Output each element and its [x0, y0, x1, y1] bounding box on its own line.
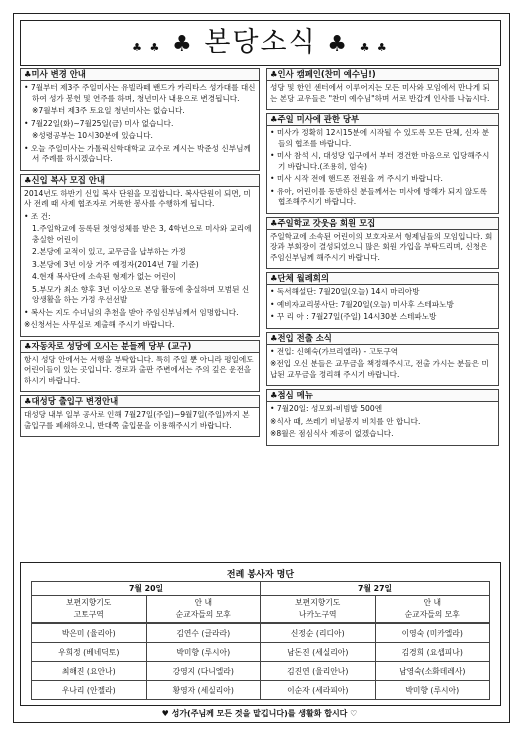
- roster-header-cell: [146, 596, 261, 623]
- notice-line: 3.본당에 3년 이상 거주 예정자(2014년 7월 기준): [32, 259, 199, 269]
- notice-section: [20, 68, 260, 171]
- notice-line: 성당 및 한인 센터에서 이루어지는 모든 미사와 모임에서 만나게 되는 본당 교우들은 "찬미 예수님"하며 서로 반갑게 인사를 나눕시다.: [270, 83, 490, 103]
- right-column: [266, 68, 499, 449]
- notice-line: • 독서해설단: 7월20일(오늘) 14시 마리아방: [270, 287, 420, 296]
- notice-line: • 복사는 지도 수녀님의 추천을 받아 주임신부님께서 임명합니다.: [24, 307, 239, 317]
- notice-line: 2014년도 하반기 신입 복사 단원을 모집합니다. 복사단원이 되면, 미사 전례 때 사제 협조자로 거룩한 봉사를 수행하게 됩니다.: [24, 188, 251, 208]
- club-icon: ♣: [172, 32, 194, 57]
- roster-header-cell: [261, 596, 376, 623]
- roster-header-text: 순교자들의 모후: [175, 610, 231, 619]
- notice-section: [20, 395, 260, 437]
- notice-line: • 7월부터 제3주 주일미사는 유빌라떼 밴드가 카리타스 성가대를 대신하여 성가 봉헌 및 연주를 하며, 청년미사 내용으로 변경됩니다.: [24, 83, 256, 103]
- notice-section: [20, 174, 260, 337]
- notice-line: ※전입 오신 분들은 교무금을 책정해주시고, 전출 가시는 분들은 미납된 교무금을 정리해 주시기 바랍니다.: [270, 359, 489, 379]
- section-heading: ♣단체 월례회의: [267, 273, 498, 285]
- section-heading: ♣미사 변경 안내: [21, 69, 259, 81]
- notice-line: ※식사 때, 쓰레기 비닐봉지 비치를 안 합니다.: [270, 416, 421, 426]
- notice-line: 4.현재 복사단에 소속된 형제가 없는 어린이: [32, 272, 177, 281]
- section-body: [21, 353, 259, 392]
- notice-line: • 예비자교리봉사단: 7월20일(오늘) 미사후 스테파노방: [270, 299, 454, 309]
- notice-line: 대성당 내부 일부 공사로 인해 7월27일(주일)~9월7일(주일)까지 본 출입구를 폐쇄하오니, 반대쪽 출입문을 이용해주시기 바랍니다.: [24, 410, 250, 430]
- roster-header-text: 보편지향기도: [295, 598, 341, 607]
- section-heading: ♣주일 미사에 관한 당부: [267, 114, 498, 126]
- section-heading: ♣점심 메뉴: [267, 390, 498, 402]
- notice-line: • 미사 참석 시, 대성당 입구에서 부터 경건한 마음으로 입당해주시기 바랍니다.(조용히, 엄숙): [270, 151, 490, 171]
- bulletin-title: [20, 20, 501, 66]
- notice-line: ※8월은 점심식사 제공이 없겠습니다.: [270, 429, 394, 438]
- footer-slogan: ♥ 성가(주님께 모든 것을 맡깁니다)를 생활화 합시다 ♡: [161, 709, 358, 718]
- notice-section: [266, 272, 499, 329]
- notice-line: 5.부모가 최소 향후 3년 이상으로 본당 활동에 충실하며 모범된 신앙생활을 하는 가정 우선선발: [32, 284, 250, 304]
- roster-cell: 황영자 (세실리아): [146, 681, 261, 700]
- roster-row: [32, 662, 490, 681]
- notice-line: • 유아, 어린이를 동반하신 분들께서는 미사에 방해가 되지 않도록 협조해주시기 바랍니다.: [270, 186, 487, 206]
- section-body: [267, 402, 498, 445]
- roster-header-text: 순교자들의 모후: [404, 610, 460, 619]
- roster-cell: 김진연 (율리안나): [261, 662, 376, 681]
- roster-cell: 남돈진 (세실리아): [261, 643, 376, 662]
- section-body: [267, 81, 498, 109]
- roster-date-right: 7월 27일: [261, 582, 490, 596]
- notice-line: 주일학교에 소속된 어린이의 보호자로서 형제님들의 모임입니다. 회장과 부회장이 결성되었으니 많은 회원 가입을 부탁드리며, 신청은 주임신부님께 해주시기 바랍니다.: [270, 231, 493, 262]
- roster-header-cell: [32, 596, 147, 623]
- section-body: [267, 345, 498, 386]
- roster-header-text: 고토구역: [73, 610, 104, 619]
- notice-line: ※7월부터 제3주 토요일 청년미사는 없습니다.: [32, 106, 185, 115]
- roster-header-cell: [375, 596, 490, 623]
- roster-cell: 김경희 (요셉피나): [375, 643, 490, 662]
- roster-cell: 최해진 (요안나): [32, 662, 147, 681]
- roster-header-row: [32, 596, 490, 623]
- section-body: [21, 81, 259, 170]
- left-column: [20, 68, 260, 440]
- notice-section: [20, 340, 260, 393]
- section-body: [267, 126, 498, 213]
- roster-cell: 이순자 (세라피아): [261, 681, 376, 700]
- roster-title: 전례 봉사자 명단: [226, 570, 295, 580]
- roster-row: [32, 681, 490, 700]
- notice-section: [266, 389, 499, 446]
- title-text: 본당소식: [204, 27, 317, 58]
- section-body: [267, 230, 498, 269]
- club-icon: ♣: [327, 32, 349, 57]
- section-body: [267, 285, 498, 328]
- roster-cell: 박미향 (루시아): [146, 643, 261, 662]
- notice-line: ※성령공부는 10시30분에 있습니다.: [32, 131, 153, 140]
- section-heading: ♣인사 캠페인(찬미 예수님!): [267, 69, 498, 81]
- club-icon: ♣ ♣: [359, 41, 389, 54]
- roster-cell: 남영숙(소화데레사): [375, 662, 490, 681]
- roster-cell: 우희정 (베네딕토): [32, 643, 147, 662]
- roster-cell: 박은미 (율리아): [32, 624, 147, 643]
- roster-body: [31, 623, 490, 700]
- roster-header-text: 나카노구역: [298, 610, 337, 619]
- section-body: [21, 187, 259, 336]
- roster-cell: 강영지 (다니엘라): [146, 662, 261, 681]
- liturgy-roster: [20, 562, 501, 706]
- section-body: [21, 408, 259, 436]
- notice-line: • 미사 시작 전에 핸드폰 전원을 꺼 주시기 바랍니다.: [270, 174, 443, 183]
- roster-date-left: 7월 20일: [32, 582, 261, 596]
- roster-row: [32, 643, 490, 662]
- notice-line: • 조 건:: [24, 211, 51, 221]
- section-heading: ♣주일학교 갓웃음 회원 모집: [267, 218, 498, 230]
- section-heading: ♣대성당 출입구 변경안내: [21, 396, 259, 408]
- club-icon: ♣ ♣: [132, 41, 162, 54]
- roster-cell: 신정순 (리디아): [261, 624, 376, 643]
- notice-line: • 미사가 정확히 12시15분에 시작될 수 있도록 모든 단체, 신자 분들의 협조를 바랍니다.: [270, 128, 490, 148]
- roster-header-text: 안 내: [194, 598, 213, 607]
- notice-line: 1.주일학교에 등록된 첫영성체를 받은 3, 4학년으로 미사와 교리에 충실한 어린이: [32, 224, 252, 244]
- notice-line: • 전입: 신혜숙(가브리엘라) - 고토구역: [270, 346, 399, 356]
- notice-section: [266, 113, 499, 214]
- roster-cell: 김연수 (글라라): [146, 624, 261, 643]
- roster-header-text: 안 내: [423, 598, 442, 607]
- roster-cell: 이영숙 (미카엘라): [375, 624, 490, 643]
- notice-section: [266, 217, 499, 270]
- notice-line: 2.본당에 교적이 있고, 교무금을 납부하는 가정: [32, 247, 186, 256]
- roster-row: [32, 624, 490, 643]
- roster-header-text: 보편지향기도: [66, 598, 112, 607]
- notice-section: [266, 68, 499, 110]
- notice-section: [266, 332, 499, 387]
- notice-line: ※신청서는 사무실로 제출해 주시기 바랍니다.: [24, 320, 175, 329]
- roster-cell: 우나리 (안젤라): [32, 681, 147, 700]
- roster-cell: 박미향 (루시아): [375, 681, 490, 700]
- section-heading: ♣전입 전출 소식: [267, 333, 498, 345]
- section-heading: ♣자동차로 성당에 오시는 분들께 당부 (교구): [21, 341, 259, 353]
- notice-line: • 7월22일(화)~7월25일(금) 미사 없습니다.: [24, 118, 174, 128]
- notice-line: 항시 성당 안에서는 서행을 부탁합니다. 특히 주일 뿐 아니라 평일에도 어린이들이 있는 곳입니다. 경로과 출판 주변에서는 주의 깊은 운전을 하시기 바랍니다.: [24, 354, 254, 385]
- section-heading: ♣신입 복사 모집 안내: [21, 175, 259, 187]
- notice-line: • 7월20일: 성모회-비빔밥 500엔: [270, 404, 383, 413]
- notice-line: • 오늘 주일미사는 가톨릭신학대학교 교수로 계시는 박준성 신부님께서 주례를 하시겠습니다.: [24, 143, 251, 163]
- notice-line: • 꾸 리 아 : 7월27일(주일) 14시30분 스테파노방: [270, 312, 437, 321]
- roster-table: [31, 581, 490, 623]
